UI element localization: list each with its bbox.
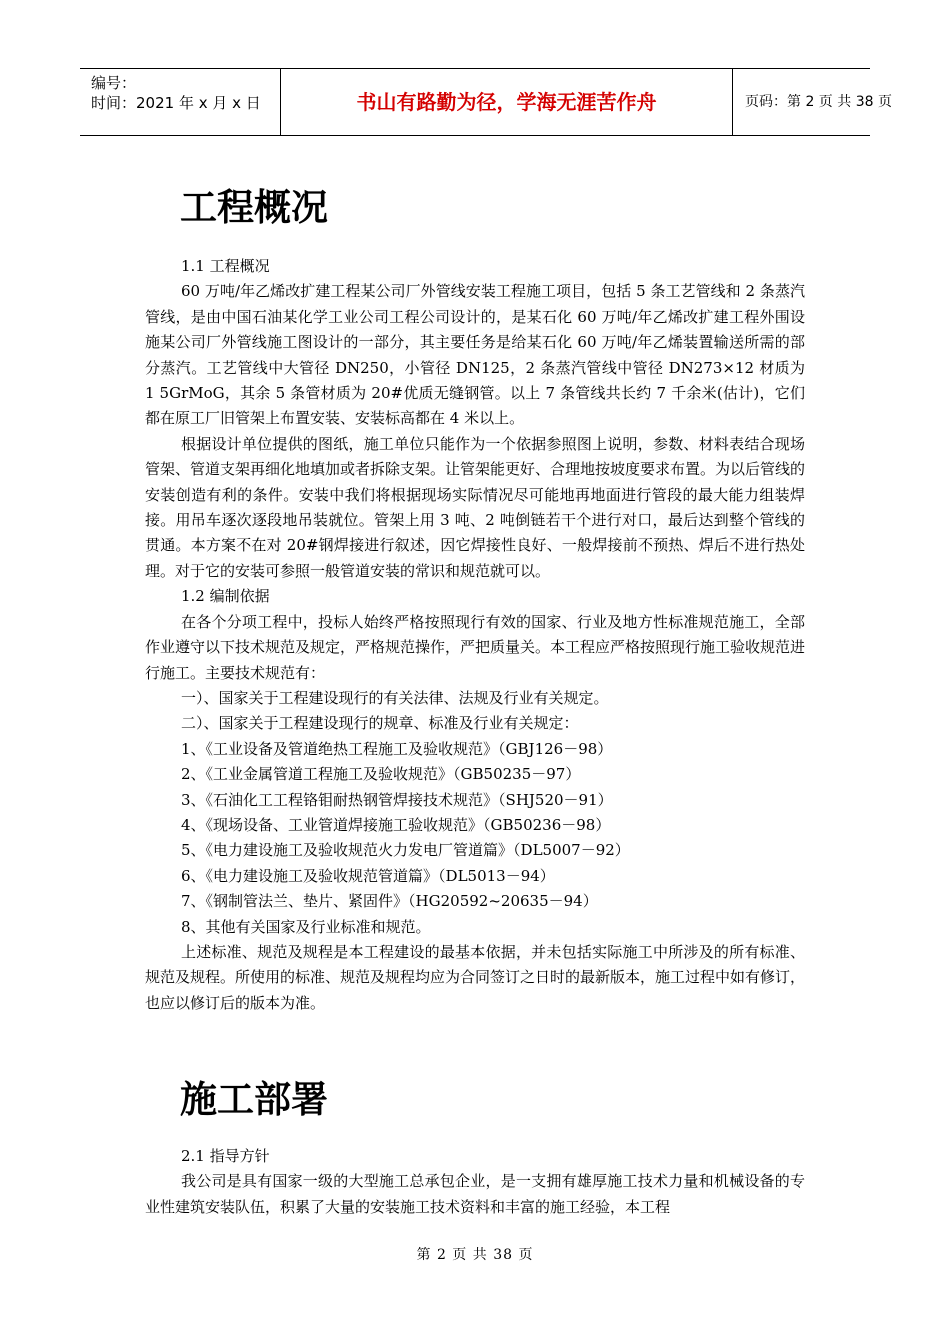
subheading-1-2: 1.2 编制依据: [181, 587, 270, 606]
paragraph-basis: 在各个分项工程中，投标人始终严格按照现行有效的国家、行业及地方性标准规范施工，全部作业遵守以下技术规范及规定，严格规范操作，严把质量关。本工程应严格按照现行施工验收规范进行施工。主要技术规范有：: [145, 612, 806, 682]
list-item: 4、《现场设备、工业管道焊接施工验收规范》（GB50236－98）: [181, 815, 611, 834]
paragraph-guideline: 我公司是具有国家一级的大型施工总承包企业，是一支拥有雄厚施工技术力量和机械设备的专业性建筑安装队伍，积累了大量的安装施工技术资料和丰富的施工经验，本工程: [145, 1172, 805, 1216]
section-overview-body: [145, 254, 805, 1016]
list-item: 8、其他有关国家及行业标准和规范。: [181, 917, 431, 936]
header-meta: [80, 69, 281, 135]
header-motto: 书山有路勤为径，学海无涯苦作舟: [281, 69, 733, 135]
paragraph-design-notes: 根据设计单位提供的图纸，施工单位只能作为一个依据参照图上说明，参数、材料表结合现场管架、管道支架再细化地填加或者拆除支架。让管架能更好、合理地按坡度要求布置。为以后管线的安装创造有利的条件。安装中我们将根据现场实际情况尽可能地再地面进行管段的最大能力组装焊接。用吊车逐次逐段地吊装就位。管架上用 3 吨、2 吨倒链若干个进行对口，最后达到整个管线的贯通。本方案不在对 20#钢焊接进行叙述，因它焊接性良好、一般焊接前不预热、焊后不进行热处理。对于它的安装可参照一般管道安装的常识和规范就可以。: [145, 434, 806, 580]
section-title-overview: 工程概况: [180, 186, 328, 229]
list-item: 一）、国家关于工程建设现行的有关法律、法规及行业有关规定。: [181, 688, 609, 707]
page-header: [80, 68, 892, 136]
section-deployment-body: [145, 1144, 805, 1220]
subheading-1-1: 1.1 工程概况: [181, 257, 270, 275]
list-item: 3、《石油化工工程铬钼耐热钢管焊接技术规范》（SHJ520－91）: [181, 790, 613, 809]
list-item: 7、《钢制管法兰、垫片、紧固件》（HG20592~20635－94）: [181, 892, 598, 911]
list-item: 2、《工业金属管道工程施工及验收规范》（GB50235－97）: [181, 765, 581, 784]
header-page-label: 页码：第 2 页 共 38 页: [745, 94, 892, 110]
page-footer: 第 2 页 共 38 页: [416, 1247, 534, 1263]
list-item: 6、《电力建设施工及验收规范管道篇》（DL5013－94）: [181, 866, 555, 885]
paragraph-overview: 60 万吨/年乙烯改扩建工程某公司厂外管线安装工程施工项目，包括 5 条工艺管线和 2 条蒸汽管线，是由中国石油某化学工业公司工程公司设计的，是某石化 60 万吨/年乙烯改扩建工程外围设施某公司厂外管线施工图设计的一部分，其主要任务是给某石化 60 万吨/年乙烯装置输送所需的部分蒸汽。工艺管线中大管径 DN250，小管径 DN125，2 条蒸汽管线中管径 DN273×12 材质为 1 5GrMoG，其余 5 条管材质为 20#优质无缝钢管。以上 7 条管线共长约 7 千余米(估计)，它们都在原工厂旧管架上布置安装、安装标高都在 4 米以上。: [145, 282, 805, 428]
list-item: 二）、国家关于工程建设现行的规章、标准及行业有关规定：: [181, 714, 579, 733]
section-title-deployment: 施工部署: [180, 1078, 328, 1121]
subheading-2-1: 2.1 指导方针: [181, 1147, 270, 1165]
list-item: 5、《电力建设施工及验收规范火力发电厂管道篇》（DL5007－92）: [181, 841, 630, 860]
list-item: 1、《工业设备及管道绝热工程施工及验收规范》（GBJ126－98）: [181, 739, 613, 758]
document-time-label: 时间：2021 年 x 月 x 日: [91, 94, 261, 112]
document-number-label: 编号：: [91, 74, 137, 92]
paragraph-standards-note: 上述标准、规范及规程是本工程建设的最基本依据，并未包括实际施工中所涉及的所有标准、规范及规程。所使用的标准、规范及规程均应为合同签订之日时的最新版本，施工过程中如有修订，也应以修订后的版本为准。: [145, 942, 806, 1012]
